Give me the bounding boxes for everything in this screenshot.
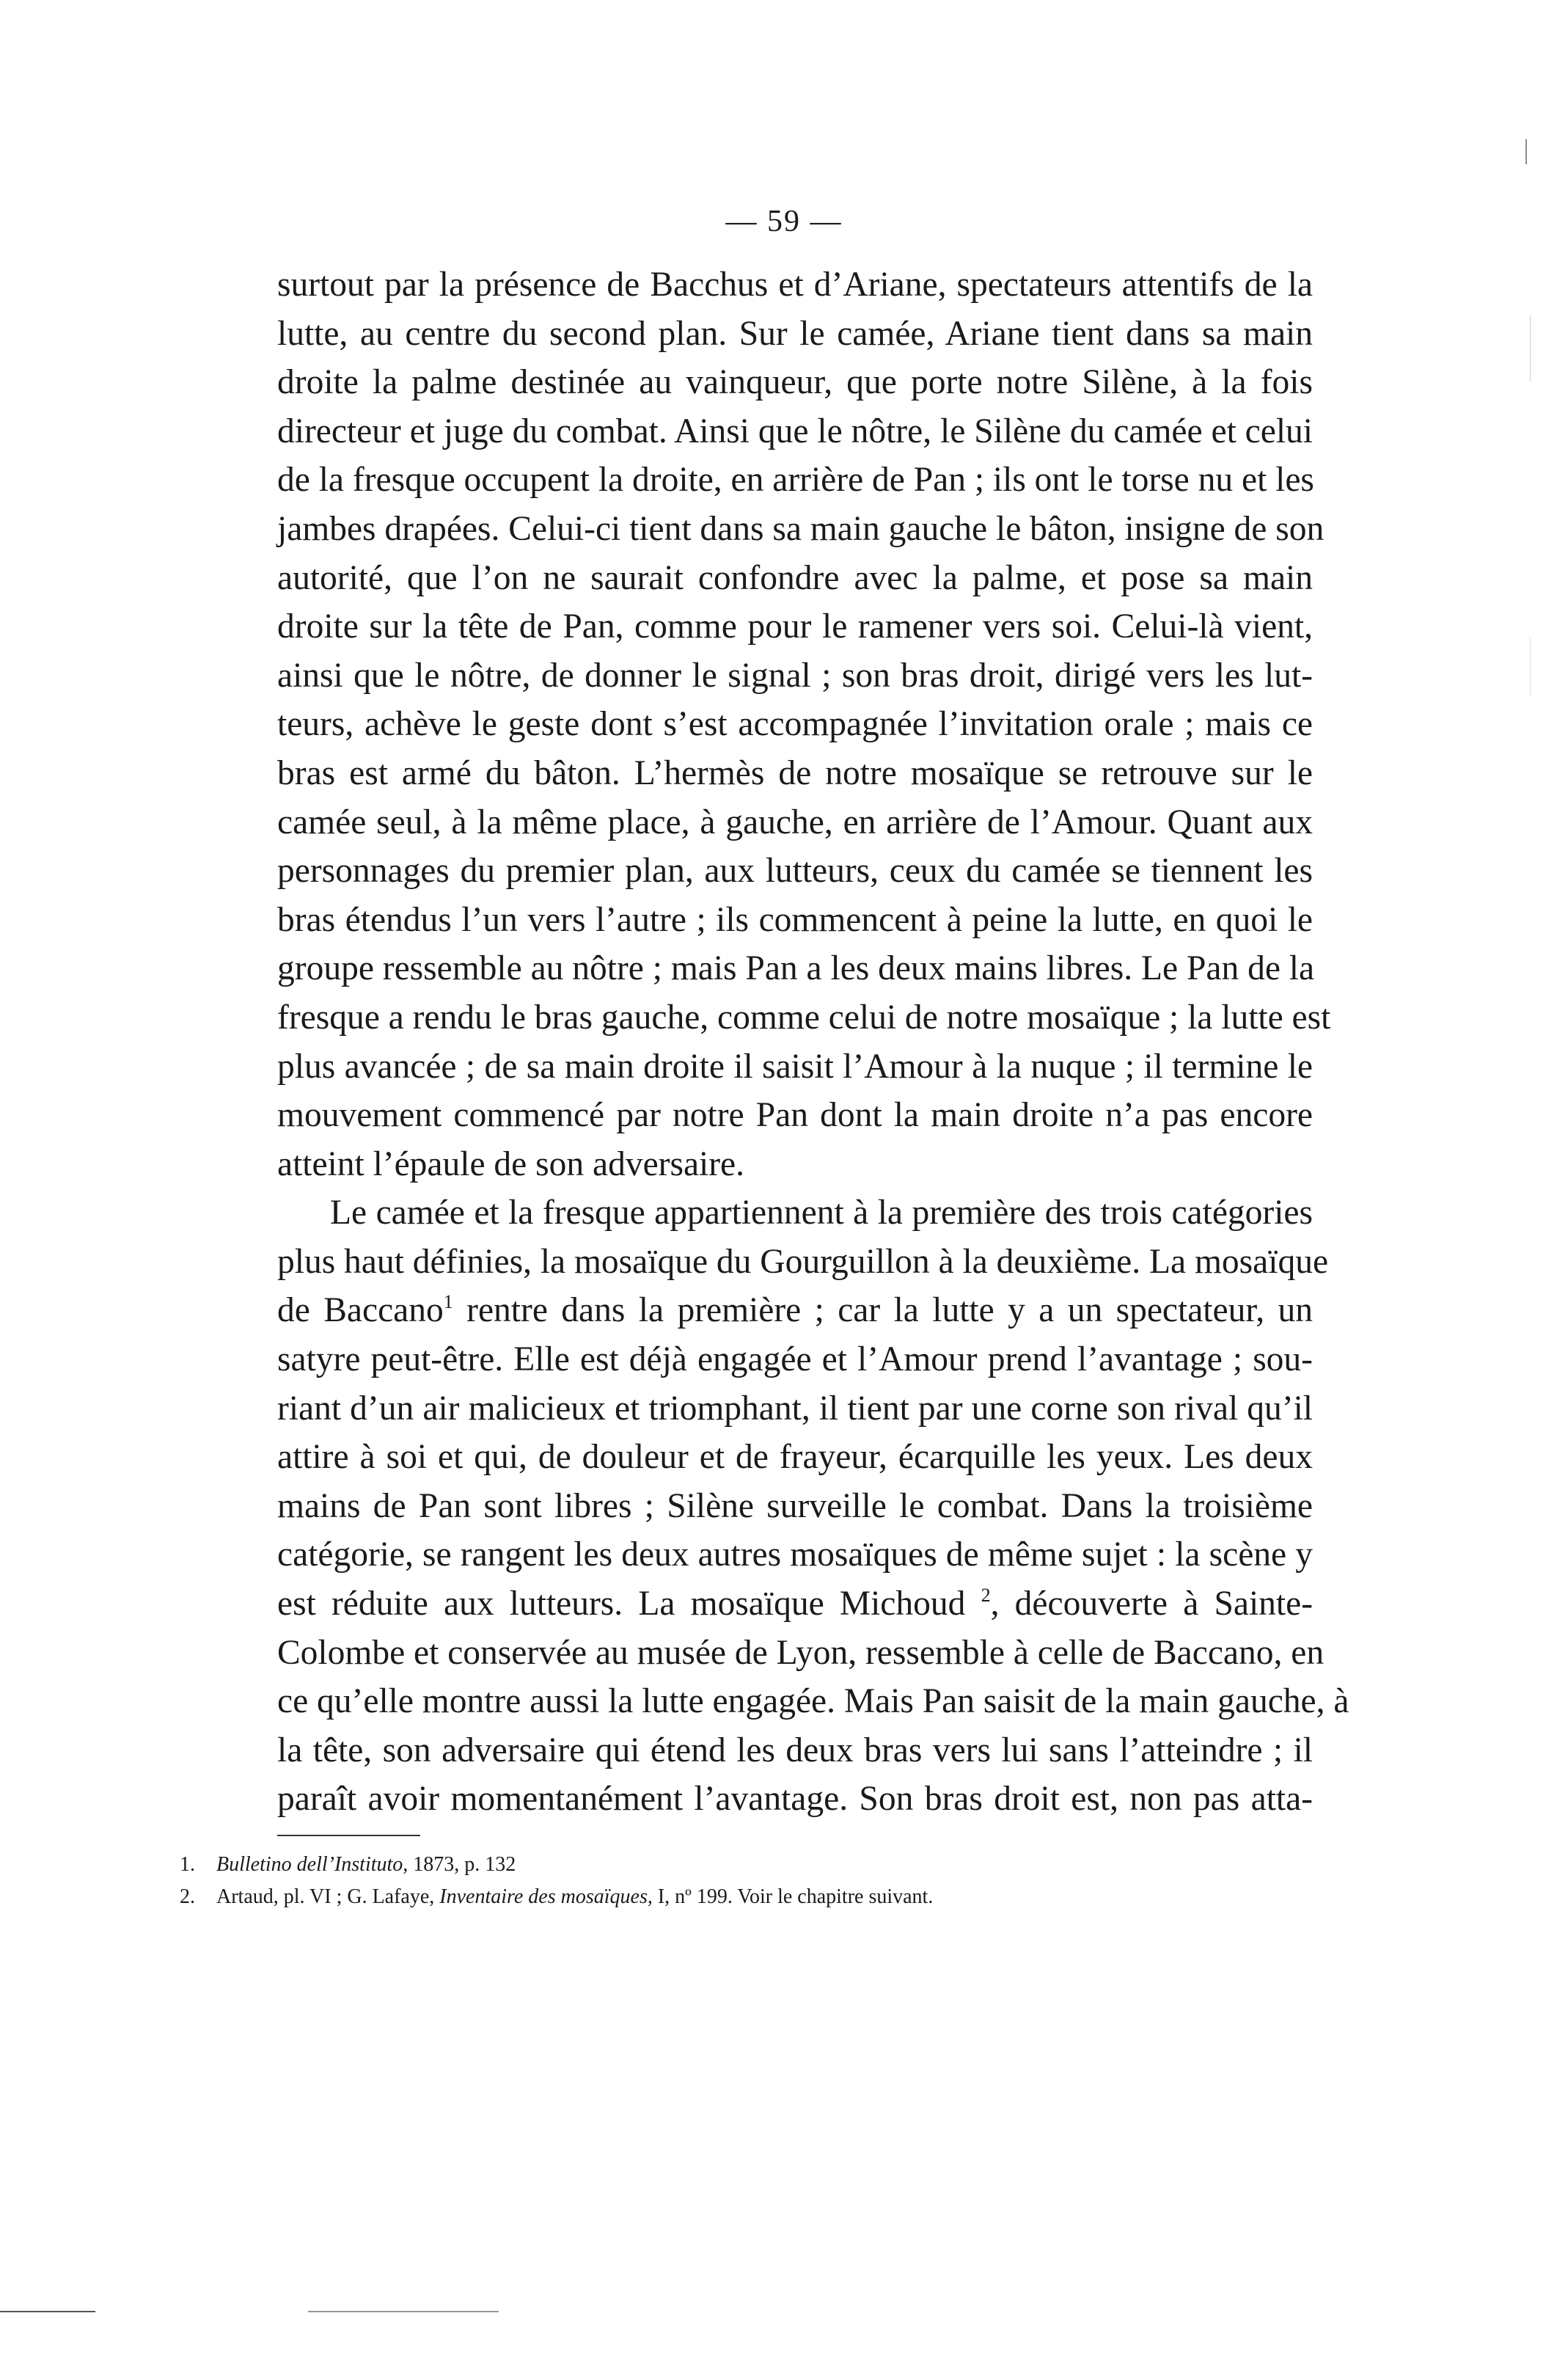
text-line: directeur et juge du combat. Ainsi que le nôtre, le Silène du camée et celui [277, 412, 1313, 450]
text-line: attire à soi et qui, de douleur et de frayeur, écarquille les yeux. Les deux [277, 1438, 1313, 1477]
text-fragment: rentre dans la première ; car la lutte y a un spectateur, un [466, 1291, 1314, 1330]
text-line: riant d’un air malicieux et triomphant, il tient par une corne son rival qu’il [277, 1389, 1313, 1428]
text-line: Le camée et la fresque appartiennent à la première des trois catégories [330, 1194, 1313, 1232]
text-line: plus avancée ; de sa main droite il saisit l’Amour à la nuque ; il termine le [277, 1047, 1313, 1086]
text-line: plus haut définies, la mosaïque du Gourguillon à la deuxième. La mosaïque [277, 1242, 1329, 1281]
margin-mark [1525, 139, 1527, 164]
text-line: Colombe et conservée au musée de Lyon, ressemble à celle de Baccano, en [277, 1633, 1325, 1672]
text-line: camée seul, à la même place, à gauche, en arrière de l’Amour. Quant aux [277, 803, 1313, 841]
text-line: satyre peut-être. Elle est déjà engagée et l’Amour prend l’avantage ; sou- [277, 1340, 1313, 1379]
footnote-reference: 2 [981, 1585, 991, 1607]
margin-mark [1530, 315, 1531, 381]
footnote-text: Artaud, pl. VI ; G. Lafaye, [216, 1885, 440, 1908]
footnote [180, 1881, 1353, 1913]
text-line: surtout par la présence de Bacchus et d’Ariane, spectateurs attentifs de la [277, 266, 1313, 304]
footnote-reference: 1 [443, 1291, 453, 1313]
text-line: droite sur la tête de Pan, comme pour le ramener vers soi. Celui-là vient, [277, 607, 1313, 646]
text-line: catégorie, se rangent les deux autres mosaïques de même sujet : la scène y [277, 1535, 1313, 1574]
text-line: la tête, son adversaire qui étend les deux bras vers lui sans l’atteindre ; il [277, 1731, 1313, 1769]
margin-mark [1530, 638, 1531, 697]
body-text [277, 260, 1349, 1824]
text-line: lutte, au centre du second plan. Sur le camée, Ariane tient dans sa main [277, 314, 1313, 353]
footnote-text: 1873, p. 132 [408, 1853, 516, 1876]
text-line: atteint l’épaule de son adversaire. [277, 1144, 745, 1183]
text-fragment: , découverte à Sainte- [990, 1585, 1314, 1623]
text-fragment: est réduite aux lutteurs. La mosaïque Michoud [277, 1585, 966, 1623]
footnote-text: I, nº 199. Voir le chapitre suivant. [652, 1885, 934, 1908]
text-line: paraît avoir momentanément l’avantage. Son bras droit est, non pas atta- [277, 1780, 1313, 1819]
bottom-rule [0, 2311, 95, 2312]
text-line: mains de Pan sont libres ; Silène surveille le combat. Dans la troisième [277, 1486, 1313, 1525]
text-line: groupe ressemble au nôtre ; mais Pan a les deux mains libres. Le Pan de la [277, 949, 1315, 988]
footnote-title: Bulletino dell’Instituto, [216, 1853, 409, 1876]
footnotes [180, 1849, 1353, 1913]
text-line [277, 1579, 1313, 1629]
text-line [277, 1286, 1313, 1335]
text-line: de la fresque occupent la droite, en arrière de Pan ; ils ont le torse nu et les [277, 461, 1314, 500]
footnote [180, 1849, 1353, 1881]
footnote-separator [277, 1835, 420, 1836]
text-line: autorité, que l’on ne saurait confondre avec la palme, et pose sa main [277, 558, 1313, 597]
text-line: personnages du premier plan, aux lutteurs, ceux du camée se tiennent les [277, 852, 1313, 891]
footnote-number: 2. [180, 1885, 195, 1908]
text-line: droite la palme destinée au vainqueur, que porte notre Silène, à la fois [277, 363, 1313, 402]
text-line: ce qu’elle montre aussi la lutte engagée. Mais Pan saisit de la main gauche, à [277, 1682, 1349, 1721]
bottom-rule [308, 2311, 499, 2312]
page-number: — 59 — [725, 205, 843, 238]
footnote-title: Inventaire des mosaïques, [439, 1885, 653, 1908]
text-line: mouvement commencé par notre Pan dont la main droite n’a pas encore [277, 1096, 1313, 1135]
text-line: fresque a rendu le bras gauche, comme celui de notre mosaïque ; la lutte est [277, 998, 1331, 1037]
text-fragment: de Baccano [277, 1291, 444, 1330]
text-line: teurs, achève le geste dont s’est accompagnée l’invitation orale ; mais ce [277, 705, 1313, 744]
text-line: bras est armé du bâton. L’hermès de notre mosaïque se retrouve sur le [277, 753, 1313, 792]
text-line: jambes drapées. Celui-ci tient dans sa main gauche le bâton, insigne de son [277, 509, 1325, 548]
text-line: bras étendus l’un vers l’autre ; ils commencent à peine la lutte, en quoi le [277, 900, 1313, 939]
footnote-number: 1. [180, 1853, 195, 1876]
text-line: ainsi que le nôtre, de donner le signal ; son bras droit, dirigé vers les lut- [277, 656, 1313, 695]
